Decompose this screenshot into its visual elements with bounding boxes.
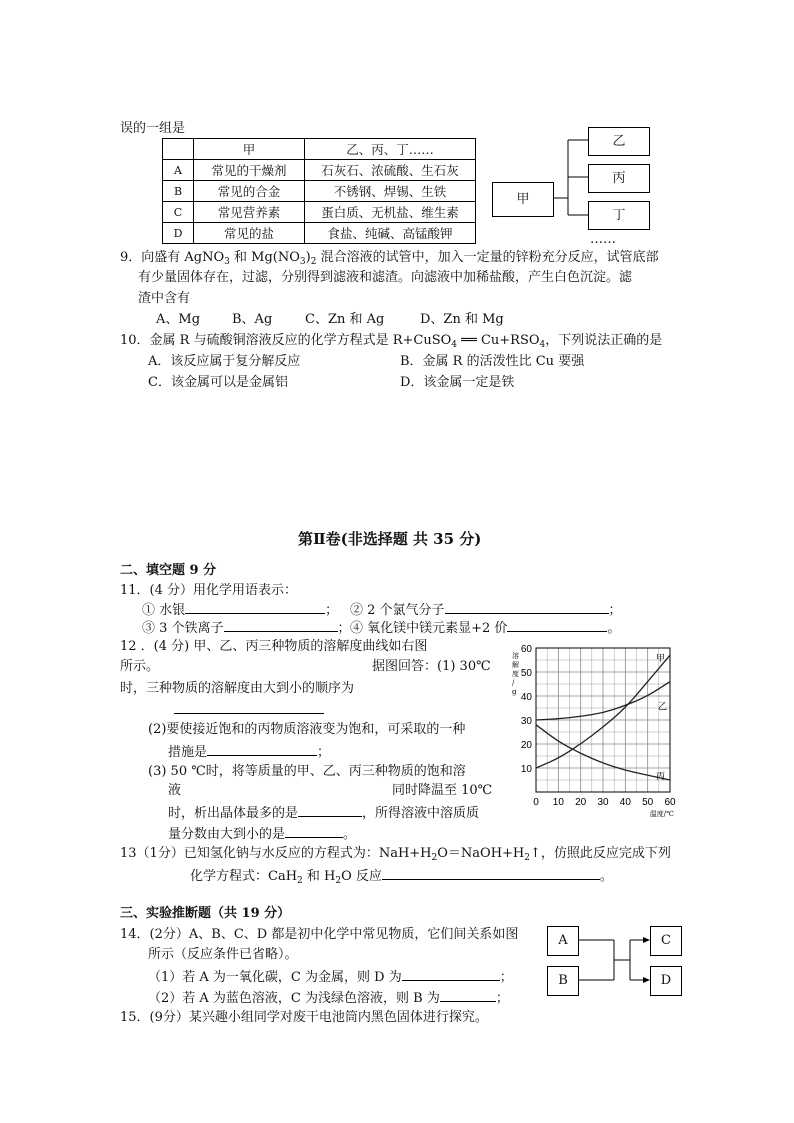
node-a: A <box>547 926 579 956</box>
table-cell: 甲 <box>194 139 305 160</box>
table-cell: 常见的干燥剂 <box>194 160 305 181</box>
q9-option-b: B、Ag <box>232 312 273 327</box>
table-header-row <box>163 139 476 160</box>
answer-blank[interactable] <box>445 600 609 614</box>
table-cell: 不锈钢、焊锡、生铁 <box>305 181 476 202</box>
q10-option-d: D．该金属一定是铁 <box>400 375 515 390</box>
q10-option-c: C．该金属可以是金属铝 <box>148 375 288 390</box>
table-cell: D <box>163 223 194 244</box>
tree-node-child: 乙 <box>588 127 650 156</box>
q12-part2-answer: 措施是 ； <box>168 742 330 762</box>
q12-part2: (2)要使接近饱和的丙物质溶液变为饱和，可采取的一种 <box>148 722 466 737</box>
answer-blank[interactable] <box>174 700 324 714</box>
answer-blank[interactable] <box>285 824 343 838</box>
answer-blank[interactable] <box>224 618 338 632</box>
answer-blank[interactable] <box>382 866 600 880</box>
x-tick-label: 10 <box>552 797 564 808</box>
node-b: B <box>547 966 579 996</box>
answer-blank[interactable] <box>298 803 362 817</box>
series-label: 甲 <box>656 654 666 665</box>
q14-stem-line1: 14．(2分）A、B、C、D 都是初中化学中常见物质，它们间关系如图 <box>120 927 519 942</box>
q9-stem-line2: 有少量固体存在，过滤，分别得到滤液和滤渣。向滤液中加稀盐酸，产生白色沉淀。滤 <box>138 270 633 285</box>
q11-item4: ④ 氧化镁中镁元素显+2 价 。 <box>350 618 620 638</box>
table-cell: 乙、丙、丁…… <box>305 139 476 160</box>
q11-item2: ② 2 个氯气分子 ； <box>350 600 622 620</box>
y-tick-label: 60 <box>520 644 532 655</box>
classification-table <box>162 138 476 244</box>
q9-option-d: D、Zn 和 Mg <box>420 312 504 327</box>
table-row <box>163 181 476 202</box>
q12-part3-line4: 量分数由大到小的是 。 <box>168 824 356 844</box>
y-tick-label: 30 <box>520 716 532 727</box>
q9-stem-line3: 渣中含有 <box>138 291 191 306</box>
y-tick-label: 50 <box>520 668 532 679</box>
q10-option-b: B．金属 R 的活泼性比 Cu 要强 <box>400 354 585 369</box>
y-tick-label: 10 <box>520 764 532 775</box>
answer-blank[interactable] <box>185 600 325 614</box>
answer-blank[interactable] <box>402 967 500 981</box>
q15-stem: 15．(9分）某兴趣小组同学对废干电池筒内黑色固体进行探究。 <box>120 1010 488 1025</box>
node-d: D <box>650 966 682 996</box>
answer-blank[interactable] <box>507 618 607 632</box>
tree-node-child: 丙 <box>588 164 650 193</box>
x-tick-label: 30 <box>597 797 609 808</box>
q12-part3-line1: (3) 50 ℃时，将等质量的甲、乙、丙三种物质的饱和溶 <box>148 764 466 779</box>
section2-title: 二、填空题 9 分 <box>120 563 217 578</box>
q12-stem-line1: 12 ．(4 分) 甲、乙、丙三种物质的溶解度曲线如右图 <box>120 639 428 654</box>
q9-stem-line1: 9．向盛有 AgNO$_3$ 和 $Mg(NO_3)_2$ 混合溶液的试管中，加入一定量的锌粉充分反应，试管底部 <box>120 250 659 267</box>
q14-part1: （1）若 A 为一氧化碳，C 为金属，则 D 为 ； <box>148 967 513 987</box>
table-cell: B <box>163 181 194 202</box>
chart-grid <box>536 648 670 792</box>
q12-part3-line2b: 同时降温至 10℃ <box>392 783 493 798</box>
table-row <box>163 202 476 223</box>
series-label: 乙 <box>658 702 668 713</box>
section3-title: 三、实验推断题（共 19 分） <box>120 906 291 921</box>
chart-ticks <box>521 644 676 808</box>
x-tick-label: 20 <box>575 797 587 808</box>
q11-item3: ③ 3 个铁离子 ； <box>142 618 351 638</box>
q12-stem-line2b: 据图回答：(1) 30℃ <box>372 659 491 674</box>
y-tick-label: 20 <box>520 740 532 751</box>
tree-ellipsis: …… <box>590 232 616 247</box>
table-cell <box>163 139 194 160</box>
q12-part3-line3: 时，析出晶体最多的是 ，所得溶液中溶质质 <box>168 803 479 823</box>
table-row <box>163 223 476 244</box>
q10-option-a: A．该反应属于复分解反应 <box>148 354 301 369</box>
table-cell: 常见营养素 <box>194 202 305 223</box>
q14-stem-line2: 所示（反应条件已省略）。 <box>148 947 298 962</box>
table-cell: 常见的合金 <box>194 181 305 202</box>
node-c: C <box>650 926 682 956</box>
table-cell: C <box>163 202 194 223</box>
table-row <box>163 160 476 181</box>
table-cell: 食盐、纯碱、高锰酸钾 <box>305 223 476 244</box>
q12-part1: 时，三种物质的溶解度由大到小的顺序为 <box>120 681 355 696</box>
q12-part1-answer <box>174 700 324 720</box>
answer-blank[interactable] <box>440 988 496 1002</box>
answer-blank[interactable] <box>207 742 317 756</box>
y-tick-label: 40 <box>520 692 532 703</box>
y-axis-label: 溶解度/ g <box>512 652 519 696</box>
x-axis-label: 温度/℃ <box>649 810 674 818</box>
q9-option-a: A、Mg <box>156 312 201 327</box>
solubility-chart <box>506 640 686 830</box>
q11-stem: 11．(4 分）用化学用语表示： <box>120 583 298 598</box>
q12-stem-line2a: 所示。 <box>120 659 160 674</box>
part2-title: 第Ⅱ卷(非选择题 共 35 分) <box>298 530 482 548</box>
table-cell: 蛋白质、无机盐、维生素 <box>305 202 476 223</box>
x-tick-label: 60 <box>664 797 676 808</box>
q13-stem: 13（1分）已知氢化钠与水反应的方程式为：$NaH+H_2O=NaOH+H_2↑$，仿照此反应完成下列 <box>120 846 671 863</box>
table-cell: 石灰石、浓硫酸、生石灰 <box>305 160 476 181</box>
q10-stem: 10．金属 R 与硫酸铜溶液反应的化学方程式是 R+CuSO$_4$ ══ $Cu+RSO_4$，下列说法正确的是 <box>120 333 663 350</box>
x-tick-label: 50 <box>642 797 654 808</box>
x-tick-label: 40 <box>619 797 631 808</box>
q13-answer-line: 化学方程式：CaH$_2$ 和 $H_2O$ 反应 。 <box>190 866 613 886</box>
q11-item1: ① 水银 ； <box>142 600 338 620</box>
series-label: 丙 <box>656 772 666 782</box>
q8-intro: 误的一组是 <box>120 121 186 136</box>
q9-option-c: C、Zn 和 Ag <box>305 312 385 327</box>
tree-node-child: 丁 <box>588 201 650 230</box>
q12-part3-line2a: 液 <box>168 783 182 798</box>
table-cell: 常见的盐 <box>194 223 305 244</box>
tree-node-root: 甲 <box>492 182 554 217</box>
table-cell: A <box>163 160 194 181</box>
x-tick-label: 0 <box>533 797 539 808</box>
q14-part2: （2）若 A 为蓝色溶液，C 为浅绿色溶液，则 B 为 ； <box>148 988 509 1008</box>
